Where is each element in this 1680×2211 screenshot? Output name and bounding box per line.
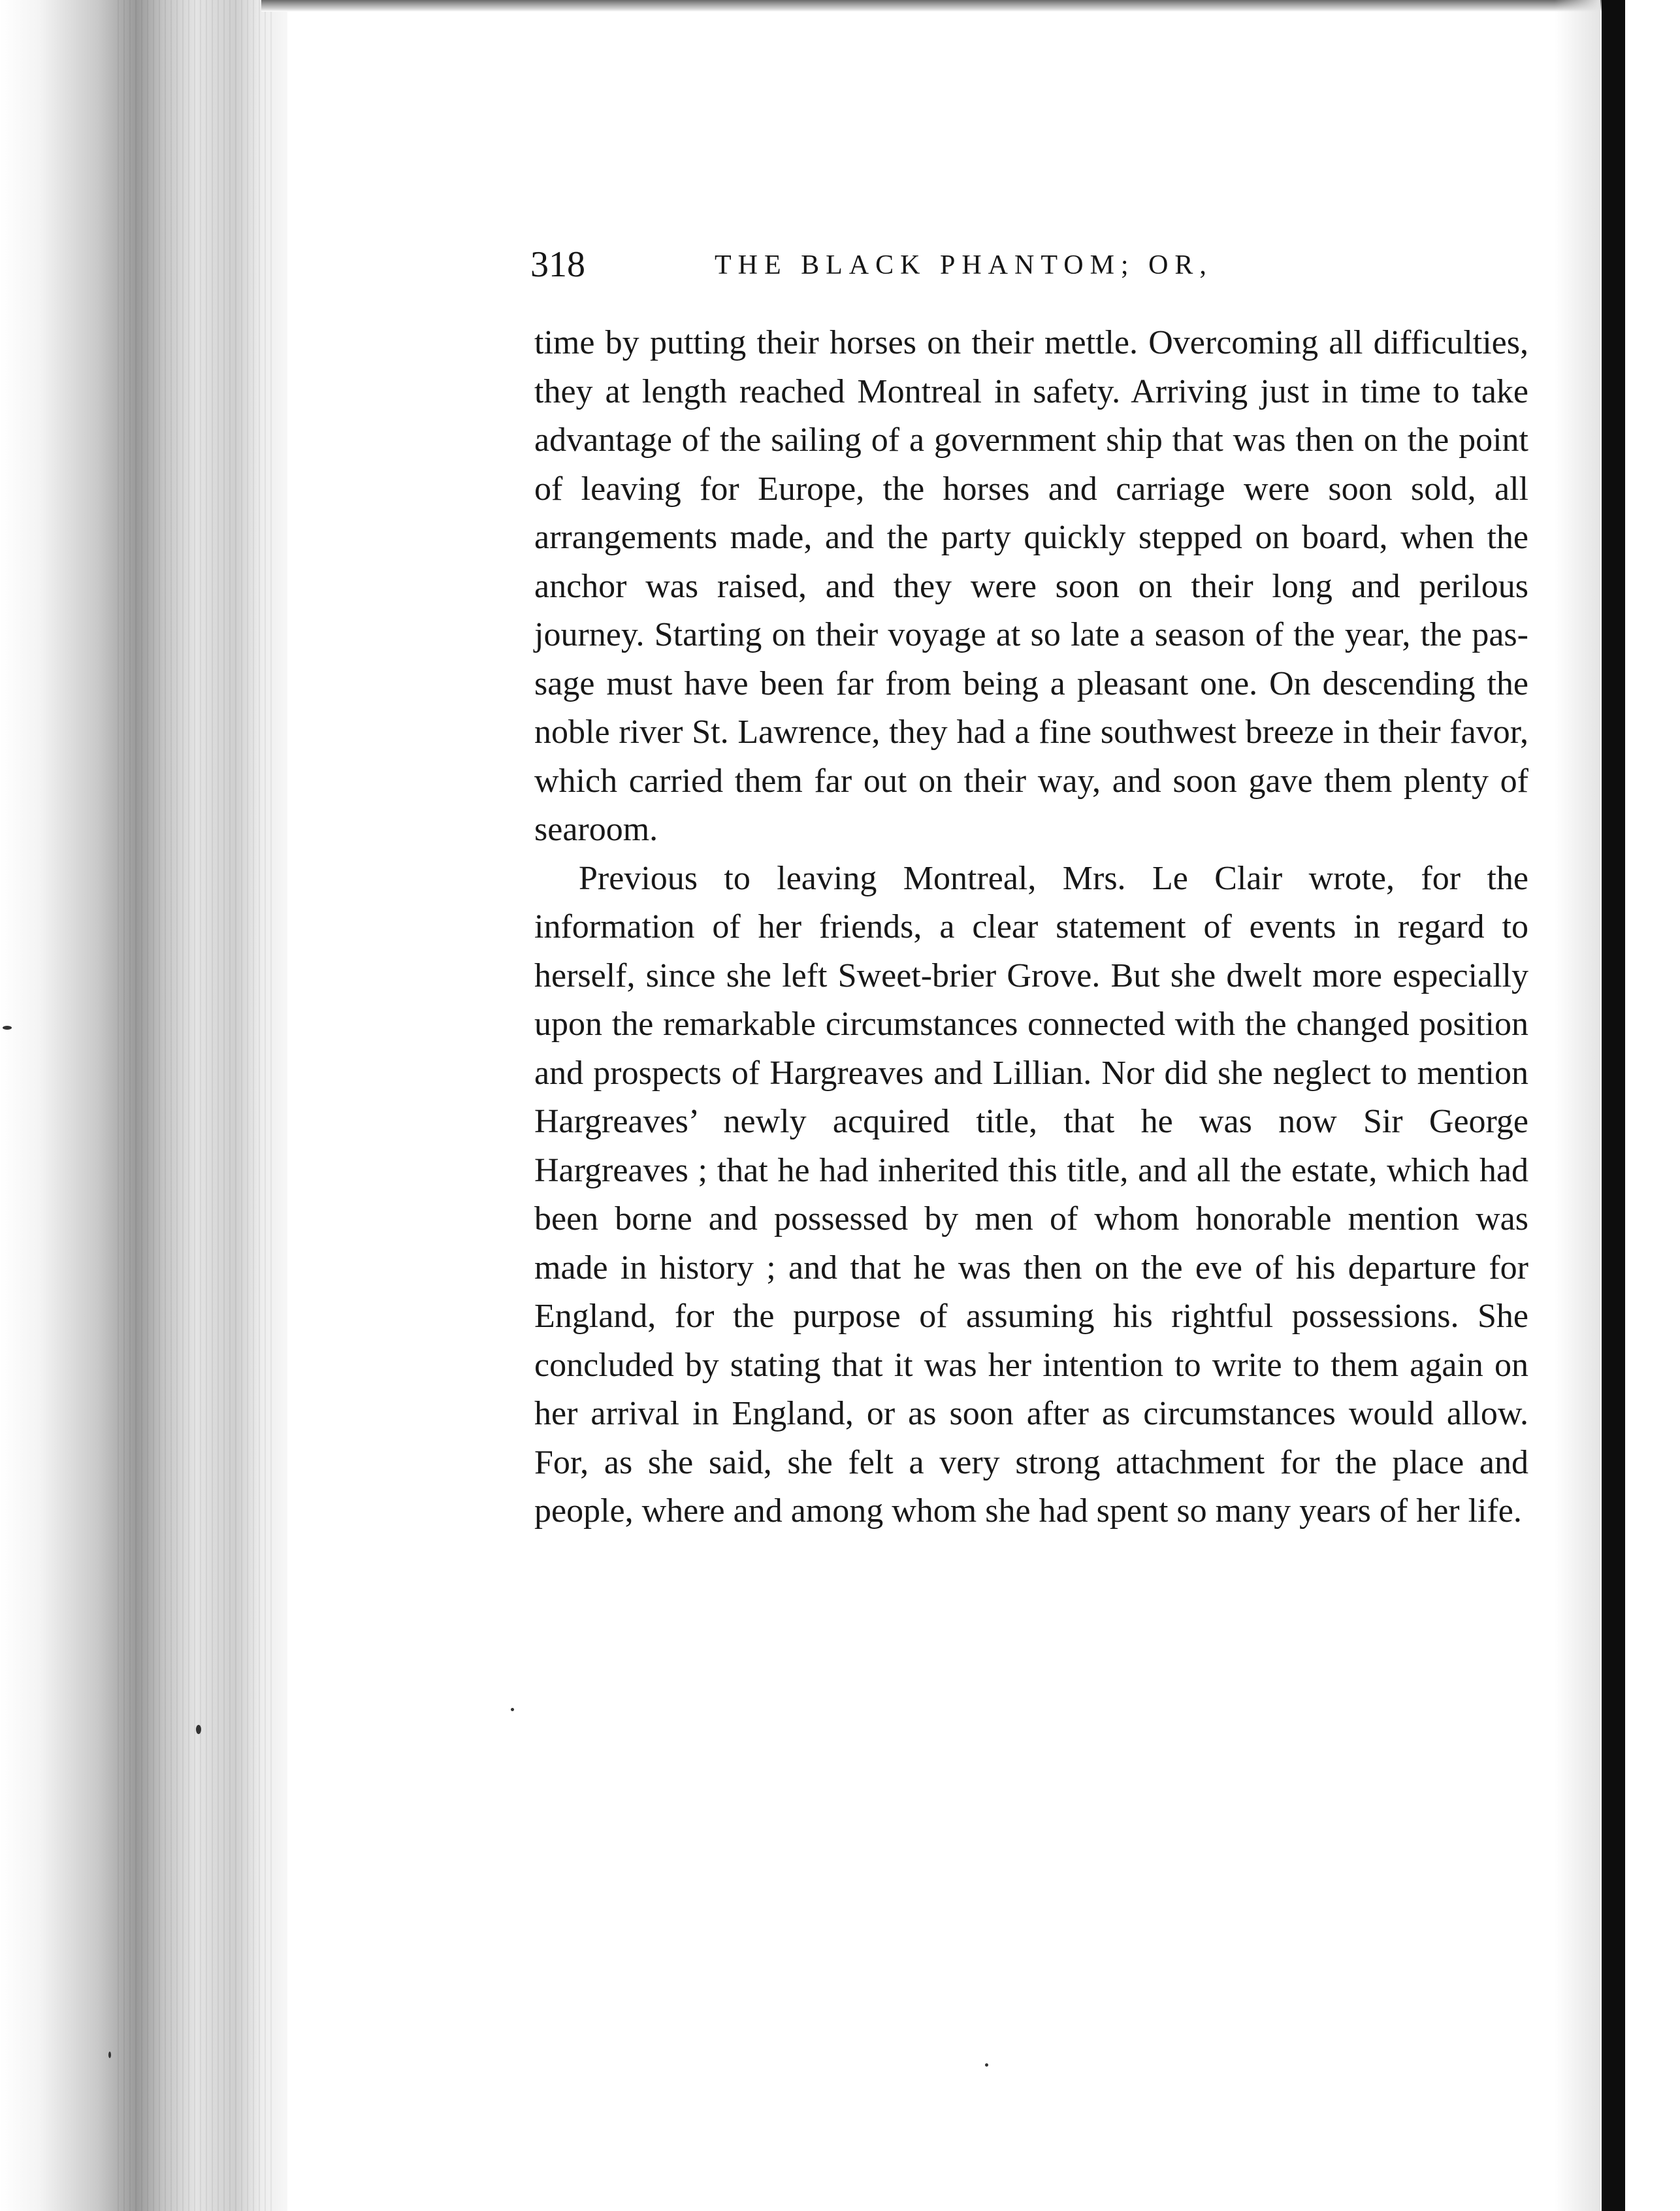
scan-speck	[196, 1725, 201, 1734]
right-margin	[1625, 0, 1680, 2211]
top-page-edge	[261, 0, 1607, 12]
paragraph-continued: time by putting their horses on their mettle. Overcoming all difficulties, they at length reached Montreal in safety. Arriving just in time to take advantage of the sailing of a government ship that was then on the point of leaving for Europe, the horses and carriage were soon sold, all arrangements made, and the party quickly stepped on board, when the anchor was raised, and they were soon on their long and perilous journey. Starting on their voyage at so late a season of the year, the passage must have been far from being a pleasant one. On descending the noble river St. Lawrence, they had a fine southwest breeze in their favor, which carried them far out on their way, and soon gave them plenty of searoom.	[534, 324, 1528, 848]
page-header	[530, 242, 1510, 287]
scan-speck	[3, 1026, 12, 1030]
scan-speck	[985, 2063, 988, 2067]
right-scan-border	[1602, 0, 1625, 2211]
running-head: THE BLACK PHANTOM; OR,	[715, 250, 1213, 280]
scan-speck	[511, 1708, 514, 1711]
scan-speck	[108, 2052, 111, 2058]
page-edge-stack	[118, 0, 274, 2211]
paragraph: Previous to leaving Montreal, Mrs. Le Clair wrote, for the information of her friends, a clear statement of events in regard to herself, since she left Sweet-brier Grove. But she dwelt more especially upon the remarkable circumstances connected with the changed position and prospects of Hargreaves and Lillian. Nor did she neglect to mention Hargreaves’ newly acquired title, that he was now Sir George Hargreaves ; that he had inherited this title, and all the estate, which had been borne and possessed by men of whom honorable mention was made in history ; and that he was then on the eve of his departure for England, for the purpose of assuming his rightful possessions. She concluded by stating that it was her intention to write to them again on her arrival in England, or as soon after as circumstances would allow. For, as she said, she felt a very strong attachment for the place and people, where and among whom she had spent so many years of her life.	[534, 859, 1528, 1530]
right-page-shadow	[1555, 0, 1600, 2211]
body-text	[534, 319, 1528, 1536]
page-number: 318	[530, 244, 585, 285]
